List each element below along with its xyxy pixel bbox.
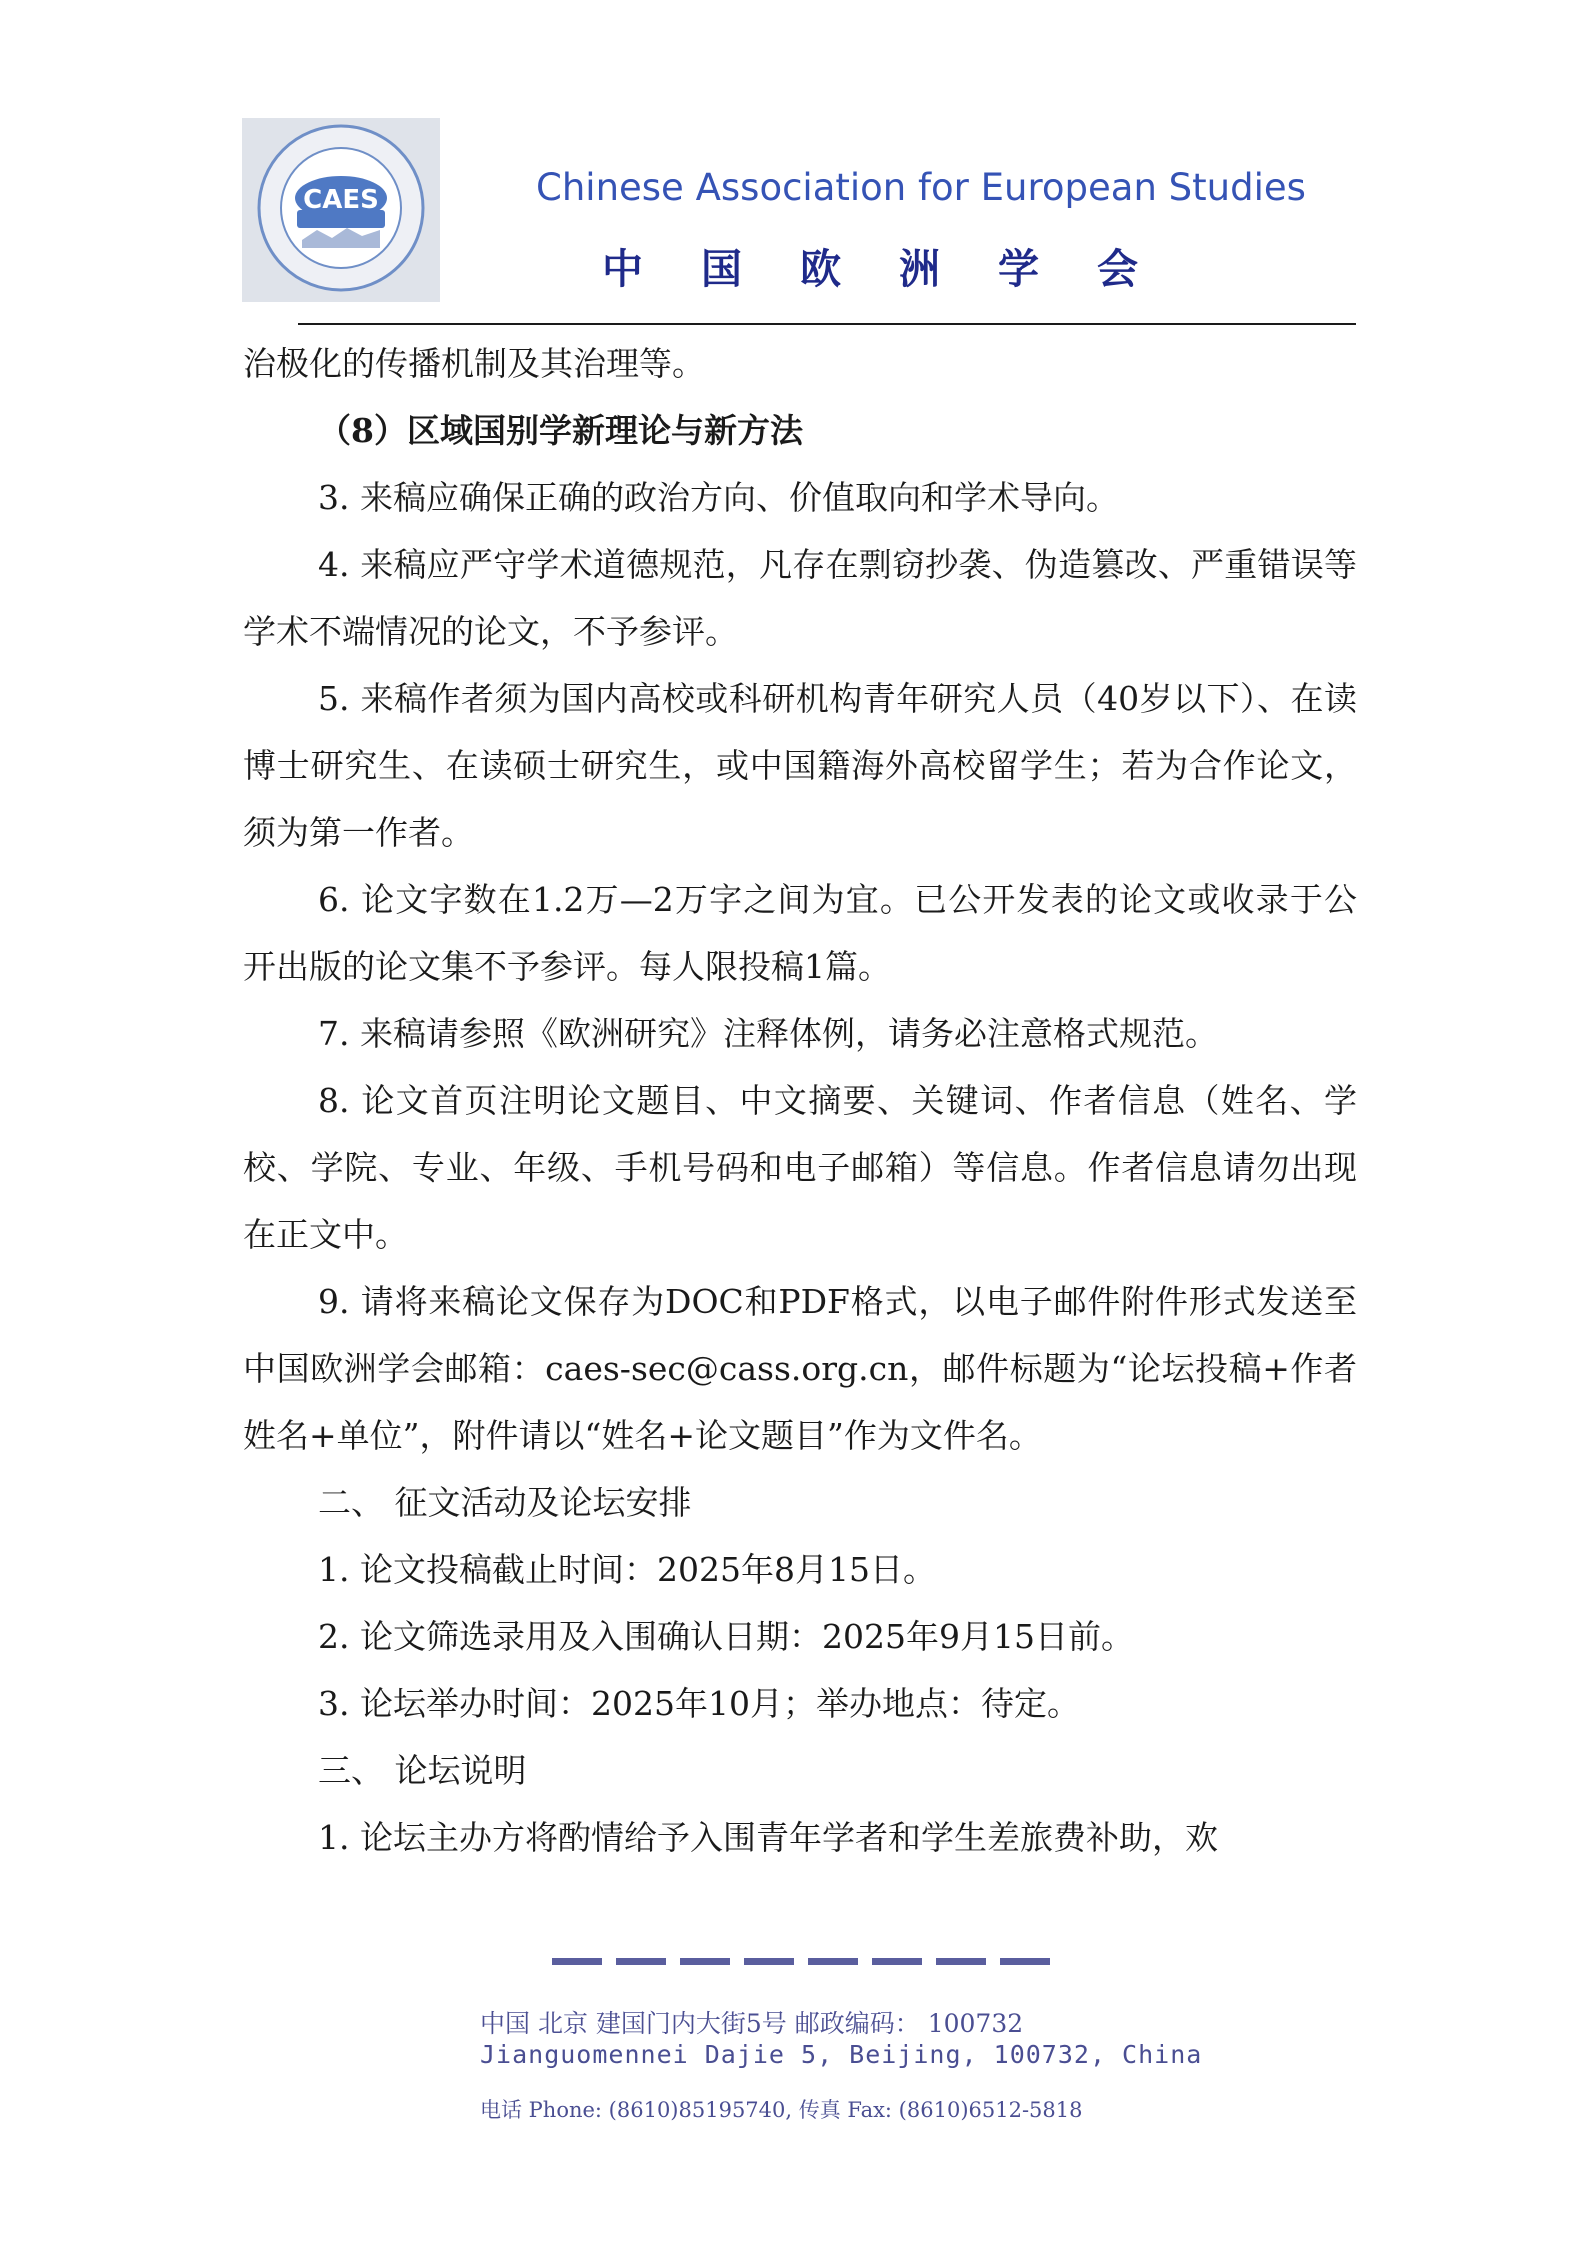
- svg-text:CAES: CAES: [303, 185, 379, 215]
- paragraph: 6. 论文字数在1.2万—2万字之间为宜。已公开发表的论文或收录于公开出版的论文集不予参评。每人限投稿1篇。: [243, 880, 1357, 986]
- paragraph: 7. 来稿请参照《欧洲研究》注释体例，请务必注意格式规范。: [318, 1014, 1218, 1053]
- paragraph: 8. 论文首页注明论文题目、中文摘要、关键词、作者信息（姓名、学校、学院、专业、年级、手机号码和电子邮箱）等信息。作者信息请勿出现在正文中。: [243, 1081, 1357, 1254]
- paragraph: 5. 来稿作者须为国内高校或科研机构青年研究人员（40岁以下）、在读博士研究生、在读硕士研究生，或中国籍海外高校留学生；若为合作论文，须为第一作者。: [243, 679, 1357, 852]
- paragraph: 9. 请将来稿论文保存为DOC和PDF格式，以电子邮件附件形式发送至中国欧洲学会邮箱：caes-sec@cass.org.cn，邮件标题为“论坛投稿+作者姓名+单位”，附件请以“姓名+论文题目”作为文件名。: [243, 1282, 1357, 1455]
- footer-address-en: Jianguomennei Dajie 5, Beijing, 100732, China: [480, 2040, 1203, 2069]
- footer-address-cn: 中国 北京 建国门内大街5号 邮政编码： 100732: [480, 2009, 1024, 2038]
- caes-seal-icon: [242, 118, 440, 302]
- footer-contact: 电话 Phone: (8610)85195740, 传真 Fax: (8610)6512-5818: [480, 2098, 1083, 2122]
- paragraph: 3. 来稿应确保正确的政治方向、价值取向和学术导向。: [318, 478, 1119, 517]
- paragraph: 治极化的传播机制及其治理等。: [243, 344, 705, 383]
- header-divider: [298, 323, 1356, 325]
- paragraph: 1. 论文投稿截止时间：2025年8月15日。: [318, 1550, 936, 1589]
- paragraph: 3. 论坛举办时间：2025年10月；举办地点：待定。: [318, 1684, 1080, 1723]
- caes-logo: [242, 118, 440, 302]
- footer-dash-divider: [552, 1958, 1050, 1965]
- paragraph: 1. 论坛主办方将酌情给予入围青年学者和学生差旅费补助，欢: [318, 1818, 1218, 1857]
- header-title-cn: 中国欧洲学会: [602, 245, 1196, 293]
- document-body: [243, 330, 1357, 1871]
- section-subheading: （8）区域国别学新理论与新方法: [318, 411, 803, 450]
- section-heading: 三、 论坛说明: [318, 1751, 527, 1790]
- paragraph: 4. 来稿应严守学术道德规范，凡存在剽窃抄袭、伪造篡改、严重错误等学术不端情况的论文，不予参评。: [243, 545, 1357, 651]
- header-title-en: Chinese Association for European Studies: [536, 166, 1306, 209]
- section-heading: 二、 征文活动及论坛安排: [318, 1483, 692, 1522]
- paragraph: 2. 论文筛选录用及入围确认日期：2025年9月15日前。: [318, 1617, 1134, 1656]
